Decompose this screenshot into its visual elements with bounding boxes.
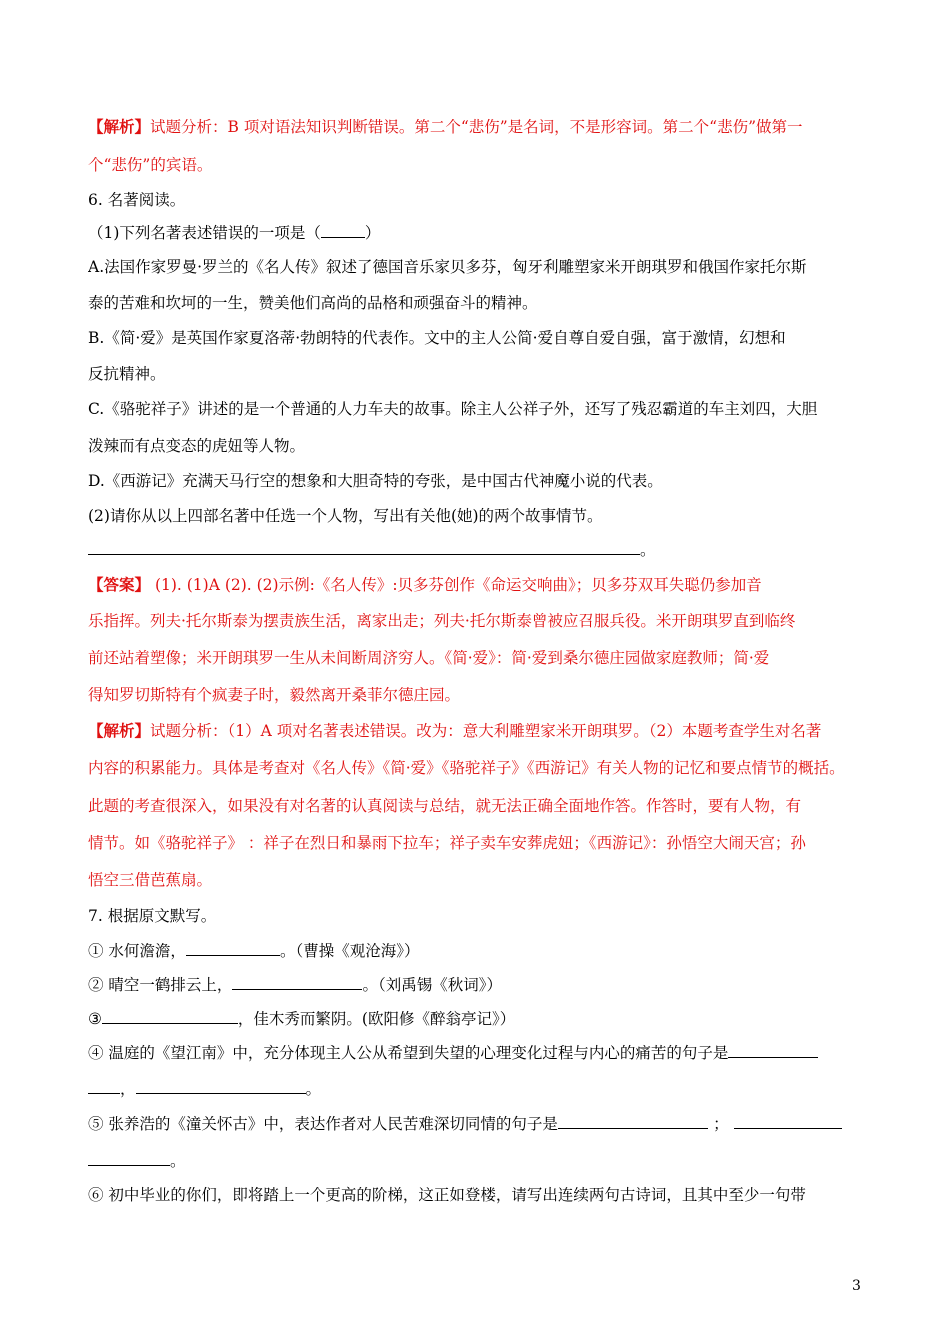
question-6-sub1: （1)下列名著表述错误的一项是（ ）: [88, 224, 381, 242]
option-a-line-1: A.法国作家罗曼·罗兰的《名人传》叙述了德国音乐家贝多芬，匈牙利雕塑家米开朗琪罗和俄国作家托尔斯: [88, 258, 807, 276]
answer-blank[interactable]: [728, 1042, 818, 1058]
item-5-line-2: 。: [88, 1150, 868, 1172]
item-4-line-2: ， 。: [88, 1078, 868, 1100]
page-number: 3: [852, 1278, 861, 1294]
analysis-tag: 【解析】: [88, 721, 151, 740]
answer-6-line-4: 得知罗切斯特有个疯妻子时，毅然离开桑菲尔德庄园。: [88, 686, 461, 704]
answer-blank[interactable]: [734, 1113, 842, 1129]
option-d-line-1: D.《西游记》充满天马行空的想象和大胆奇特的夸张，是中国古代神魔小说的代表。: [88, 472, 663, 490]
answer-blank[interactable]: [88, 1078, 120, 1094]
option-a-line-2: 泰的苦难和坎坷的一生，赞美他们高尚的品格和顽强奋斗的精神。: [88, 294, 538, 312]
answer-blank[interactable]: [102, 1008, 238, 1024]
option-c-line-1: C.《骆驼祥子》讲述的是一个普通的人力车夫的故事。除主人公祥子外，还写了残忍霸道的车主刘四，大胆: [88, 400, 818, 418]
item-3: ③ ，佳木秀而繁阴。(欧阳修《醉翁亭记》）: [88, 1010, 516, 1028]
item-5-line-1: ⑤ 张养浩的《潼关怀古》中，表达作者对人民苦难深切同情的句子是 ；: [88, 1113, 868, 1135]
option-c-line-2: 泼辣而有点变态的虎妞等人物。: [88, 437, 306, 455]
analysis-6-line-3: 此题的考查很深入，如果没有对名著的认真阅读与总结，就无法正确全面地作答。作答时，要有人物，有: [88, 797, 802, 815]
item-4-line-1: ④ 温庭的《望江南》中，充分体现主人公从希望到失望的心理变化过程与内心的痛苦的句子是: [88, 1042, 868, 1064]
analysis-6-line-1: 【解析】试题分析：（1）A 项对名著表述错误。改为：意大利雕塑家米开朗琪罗。（2）本题考查学生对名著: [88, 721, 822, 740]
analysis-tag: 【解析】: [88, 117, 151, 136]
question-6-answer-line: 。: [88, 539, 868, 561]
answer-blank[interactable]: [186, 940, 280, 956]
answer-blank[interactable]: [88, 1150, 170, 1166]
item-6-line-1: ⑥ 初中毕业的你们，即将踏上一个更高的阶梯，这正如登楼，请写出连续两句古诗词，且其中至少一句带: [88, 1186, 806, 1204]
answer-6-line-2: 乐指挥。列夫·托尔斯泰为摆责族生活，离家出走；列夫·托尔斯泰曾被应召服兵役。米开朗琪罗直到临终: [88, 612, 796, 630]
analysis-5-line-2: 个“悲伤”的宾语。: [88, 156, 213, 174]
question-7-title: 7. 根据原文默写。: [88, 907, 217, 925]
answer-6-line-3: 前还站着塑像；米开朗琪罗一生从未间断周济穷人。《简·爱》：简·爱到桑尔德庄园做家庭教师；简·爱: [88, 649, 770, 667]
answer-blank[interactable]: [136, 1078, 306, 1094]
analysis-6-line-2: 内容的积累能力。具体是考查对《名人传》《简·爱》《骆驼祥子》《西游记》有关人物的记忆和要点情节的概括。: [88, 759, 845, 777]
analysis-6-line-5: 悟空三借芭蕉扇。: [88, 871, 213, 889]
answer-blank[interactable]: [88, 539, 640, 555]
analysis-5-line-1: 【解析】试题分析：B 项对语法知识判断错误。第二个“悲伤”是名词，不是形容词。第二个“悲伤”做第一: [88, 117, 803, 136]
option-b-line-1: B.《简·爱》是英国作家夏洛蒂·勃朗特的代表作。文中的主人公简·爱自尊自爱自强，富于激情，幻想和: [88, 329, 786, 347]
question-6-sub2: (2)请你从以上四部名著中任选一个人物，写出有关他(她)的两个故事情节。: [88, 507, 603, 525]
question-6-title: 6. 名著阅读。: [88, 191, 186, 209]
option-b-line-2: 反抗精神。: [88, 365, 166, 383]
answer-tag: 【答案】: [88, 575, 151, 594]
answer-6-line-1: 【答案】 (1). (1)A (2). (2)示例:《名人传》:贝多芬创作《命运交响曲》；贝多芬双耳失聪仍参加音: [88, 575, 762, 594]
item-1: ① 水何澹澹， 。（曹操《观沧海》）: [88, 942, 420, 960]
answer-blank[interactable]: [558, 1113, 708, 1129]
item-2: ② 晴空一鹤排云上， 。（刘禹锡《秋词》）: [88, 976, 502, 994]
answer-blank[interactable]: [321, 222, 365, 238]
answer-blank[interactable]: [232, 974, 362, 990]
analysis-6-line-4: 情节。如《骆驼祥子》 ：祥子在烈日和暴雨下拉车；祥子卖车安葬虎妞；《西游记》：孙悟空大闹天宫；孙: [88, 834, 806, 852]
